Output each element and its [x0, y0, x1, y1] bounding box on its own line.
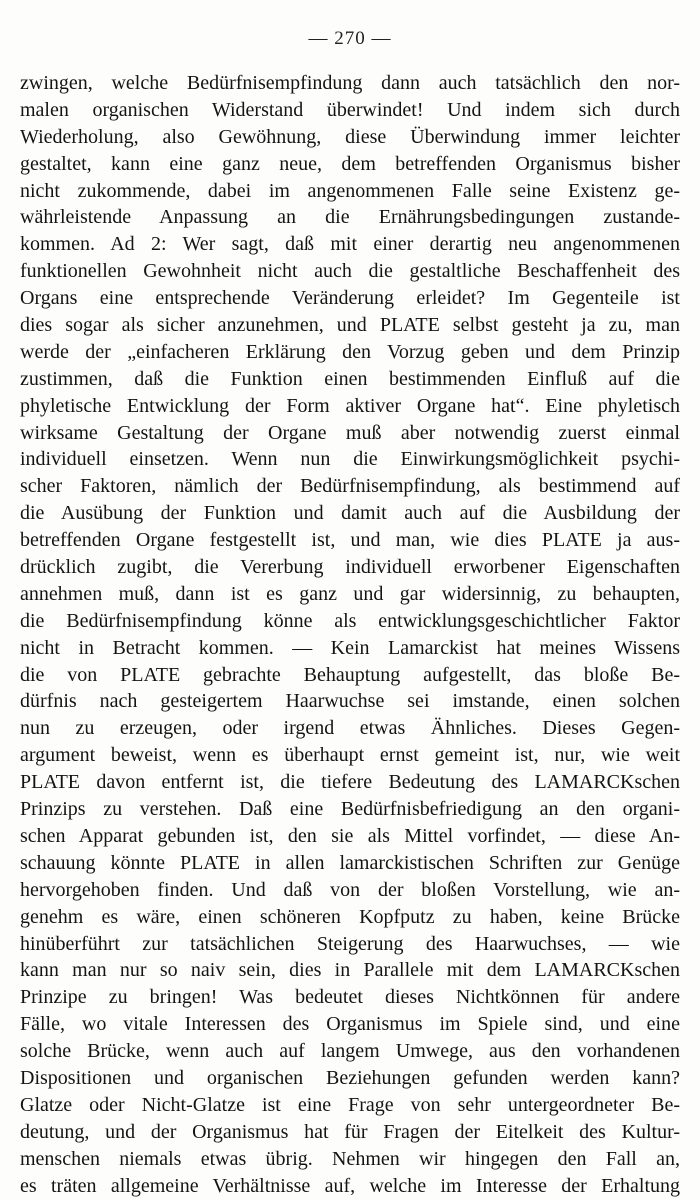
text-line: dies sogar als sicher anzunehmen, und PLATE selbst gesteht ja zu, man [20, 314, 680, 337]
text-line: annehmen muß, dann ist es ganz und gar widersinnig, zu behaupten, [20, 582, 680, 605]
text-line: die Bedürfnisempfindung könne als entwicklungsgeschichtlicher Faktor [20, 609, 680, 632]
text-line: nicht zukommende, dabei im angenommenen Falle seine Existenz ge- [20, 179, 680, 202]
text-line: dürfnis nach gesteigertem Haarwuchse sei imstande, einen solchen [20, 690, 680, 713]
text-line: Fälle, wo vitale Interessen des Organismus im Spiele sind, und eine [20, 1013, 680, 1036]
text-line: scher Faktoren, nämlich der Bedürfnisempfindung, als bestimmend auf [20, 475, 680, 498]
text-line: die von PLATE gebrachte Behauptung aufgestellt, das bloße Be- [20, 663, 680, 686]
text-line: malen organischen Widerstand überwindet! Und indem sich durch [20, 98, 680, 121]
body-text [20, 70, 680, 1199]
text-line: nicht in Betracht kommen. — Kein Lamarckist hat meines Wissens [20, 636, 680, 659]
text-line: menschen niemals etwas übrig. Nehmen wir hingegen den Fall an, [20, 1147, 680, 1170]
text-line: schen Apparat gebunden ist, den sie als Mittel vorfindet, — diese An- [20, 824, 680, 847]
text-line: werde der „einfacheren Erklärung den Vorzug geben und dem Prinzip [20, 340, 680, 363]
text-line: individuell einsetzen. Wenn nun die Einwirkungsmöglichkeit psychi- [20, 448, 680, 471]
text-line: Wiederholung, also Gewöhnung, diese Überwindung immer leichter [20, 125, 680, 148]
text-line: deutung, und der Organismus hat für Fragen der Eitelkeit des Kultur- [20, 1120, 680, 1143]
text-line: Organs eine entsprechende Veränderung erleidet? Im Gegenteile ist [20, 287, 680, 310]
text-line: zustimmen, daß die Funktion einen bestimmenden Einfluß auf die [20, 367, 680, 390]
text-line: argument beweist, wenn es überhaupt ernst gemeint ist, nur, wie weit [20, 744, 680, 767]
text-line: wirksame Gestaltung der Organe muß aber notwendig zuerst einmal [20, 421, 680, 444]
text-line: die Ausübung der Funktion und damit auch auf die Ausbildung der [20, 502, 680, 525]
page-number: — 270 — [308, 28, 392, 49]
text-line: nun zu erzeugen, oder irgend etwas Ähnliches. Dieses Gegen- [20, 717, 680, 740]
text-line: drücklich zugibt, die Vererbung individuell erworbener Eigenschaften [20, 556, 680, 579]
text-line: hervorgehoben finden. Und daß von der bloßen Vorstellung, wie an- [20, 878, 680, 901]
text-line: phyletische Entwicklung der Form aktiver Organe hat“. Eine phyletisch [20, 394, 680, 417]
text-line: kommen. Ad 2: Wer sagt, daß mit einer derartig neu angenommenen [20, 233, 680, 256]
text-line: Glatze oder Nicht-Glatze ist eine Frage von sehr untergeordneter Be- [20, 1093, 680, 1116]
text-line: schauung könnte PLATE in allen lamarckistischen Schriften zur Genüge [20, 851, 680, 874]
text-line: Dispositionen und organischen Beziehungen gefunden werden kann? [20, 1066, 680, 1089]
text-line: gestaltet, kann eine ganz neue, dem betreffenden Organismus bisher [20, 152, 680, 175]
text-line: es träten allgemeine Verhältnisse auf, welche im Interesse der Erhaltung [20, 1174, 680, 1197]
text-line: Prinzipe zu bringen! Was bedeutet dieses Nichtkönnen für andere [20, 986, 680, 1009]
text-line: betreffenden Organe festgestellt ist, und man, wie dies PLATE ja aus- [20, 529, 680, 552]
text-line: kann man nur so naiv sein, dies in Parallele mit dem LAMARCKschen [20, 959, 680, 982]
text-line: genehm es wäre, einen schöneren Kopfputz zu haben, keine Brücke [20, 905, 680, 928]
text-line: Prinzips zu verstehen. Daß eine Bedürfnisbefriedigung an den organi- [20, 798, 680, 821]
text-line: solche Brücke, wenn auch auf langem Umwege, aus den vorhandenen [20, 1040, 680, 1063]
text-line: währleistende Anpassung an die Ernährungsbedingungen zustande- [20, 206, 680, 229]
text-line: PLATE davon entfernt ist, die tiefere Bedeutung des LAMARCKschen [20, 771, 680, 794]
text-line: zwingen, welche Bedürfnisempfindung dann auch tatsächlich den nor- [20, 72, 680, 94]
text-line: funktionellen Gewohnheit nicht auch die gestaltliche Beschaffenheit des [20, 260, 680, 283]
text-line: hinüberführt zur tatsächlichen Steigerung des Haarwuchses, — wie [20, 932, 680, 955]
